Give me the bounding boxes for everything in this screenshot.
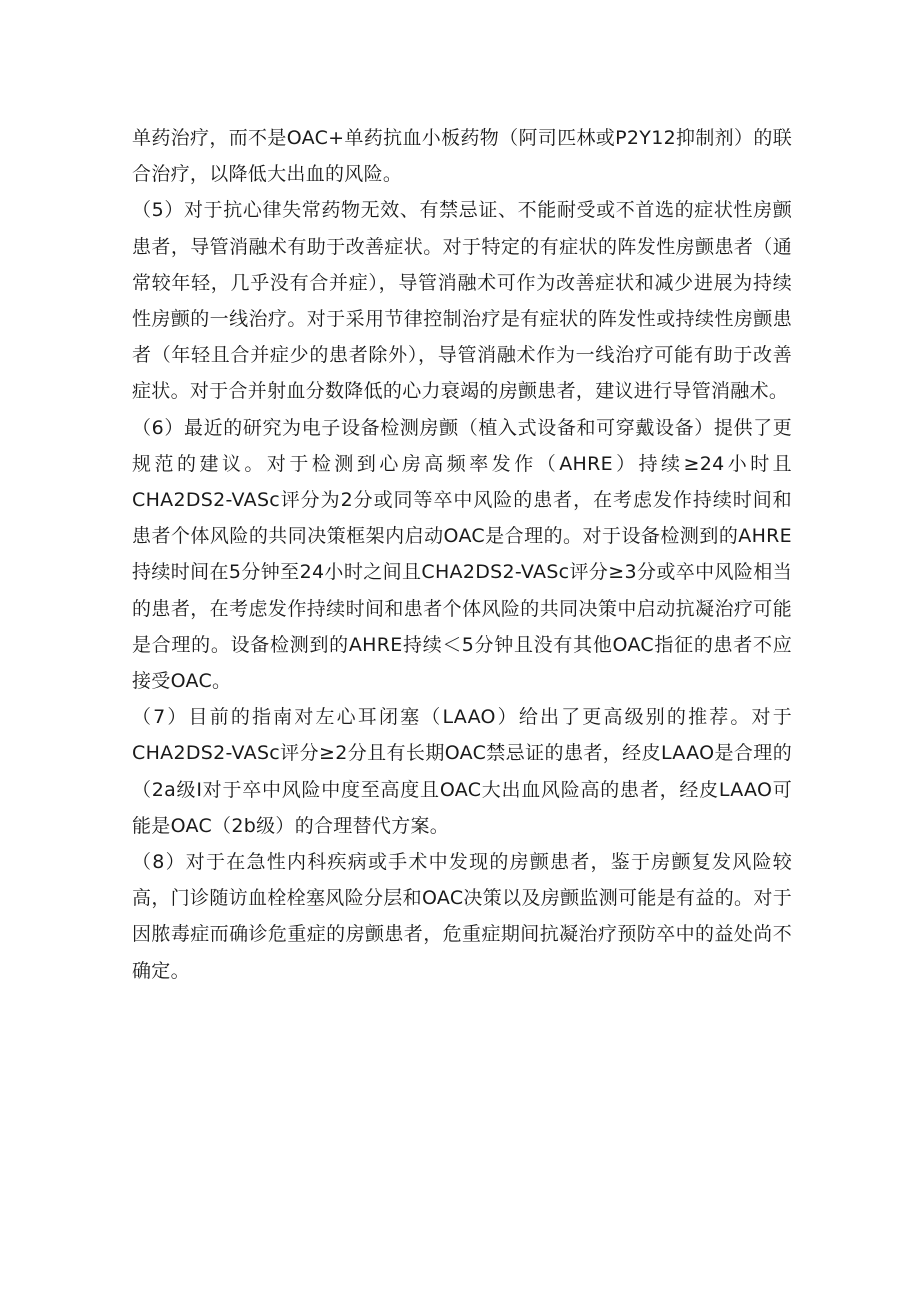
paragraph-item-6: （6）最近的研究为电子设备检测房颤（植入式设备和可穿戴设备）提供了更规范的建议。对于检测到心房高频率发作（AHRE）持续≥24小时且CHA2DS2-VASc评分为2分或同等卒中风险的患者，在考虑发作持续时间和患者个体风险的共同决策框架内启动OAC是合理的。对于设备检测到的AHRE持续时间在5分钟至24小时之间且CHA2DS2-VASc评分≥3分或卒中风险相当的患者，在考虑发作持续时间和患者个体风险的共同决策中启动抗凝治疗可能是合理的。设备检测到的AHRE持续＜5分钟且没有其他OAC指征的患者不应接受OAC。	[132, 416, 792, 693]
paragraph-item-5: （5）对于抗心律失常药物无效、有禁忌证、不能耐受或不首选的症状性房颤患者，导管消融术有助于改善症状。对于特定的有症状的阵发性房颤患者（通常较年轻，几乎没有合并症），导管消融术可作为改善症状和减少进展为持续性房颤的一线治疗。对于采用节律控制治疗是有症状的阵发性或持续性房颤患者（年轻且合并症少的患者除外），导管消融术作为一线治疗可能有助于改善症状。对于合并射血分数降低的心力衰竭的房颤患者，建议进行导管消融术。	[132, 199, 792, 403]
paragraph-item-7: （7）目前的指南对左心耳闭塞（LAAO）给出了更高级别的推荐。对于CHA2DS2-VASc评分≥2分且有长期OAC禁忌证的患者，经皮LAAO是合理的（2a级I对于卒中风险中度至高度且OAC大出血风险高的患者，经皮LAAO可能是OAC（2b级）的合理替代方案。	[132, 706, 792, 837]
paragraph-item-8: （8）对于在急性内科疾病或手术中发现的房颤患者，鉴于房颤复发风险较高，门诊随访血栓栓塞风险分层和OAC决策以及房颤监测可能是有益的。对于因脓毒症而确诊危重症的房颤患者，危重症期间抗凝治疗预防卒中的益处尚不确定。	[132, 851, 792, 982]
document-body	[132, 120, 792, 989]
paragraph-continuation: 单药治疗，而不是OAC+单药抗血小板药物（阿司匹林或P2Y12抑制剂）的联合治疗，以降低大出血的风险。	[132, 127, 792, 186]
